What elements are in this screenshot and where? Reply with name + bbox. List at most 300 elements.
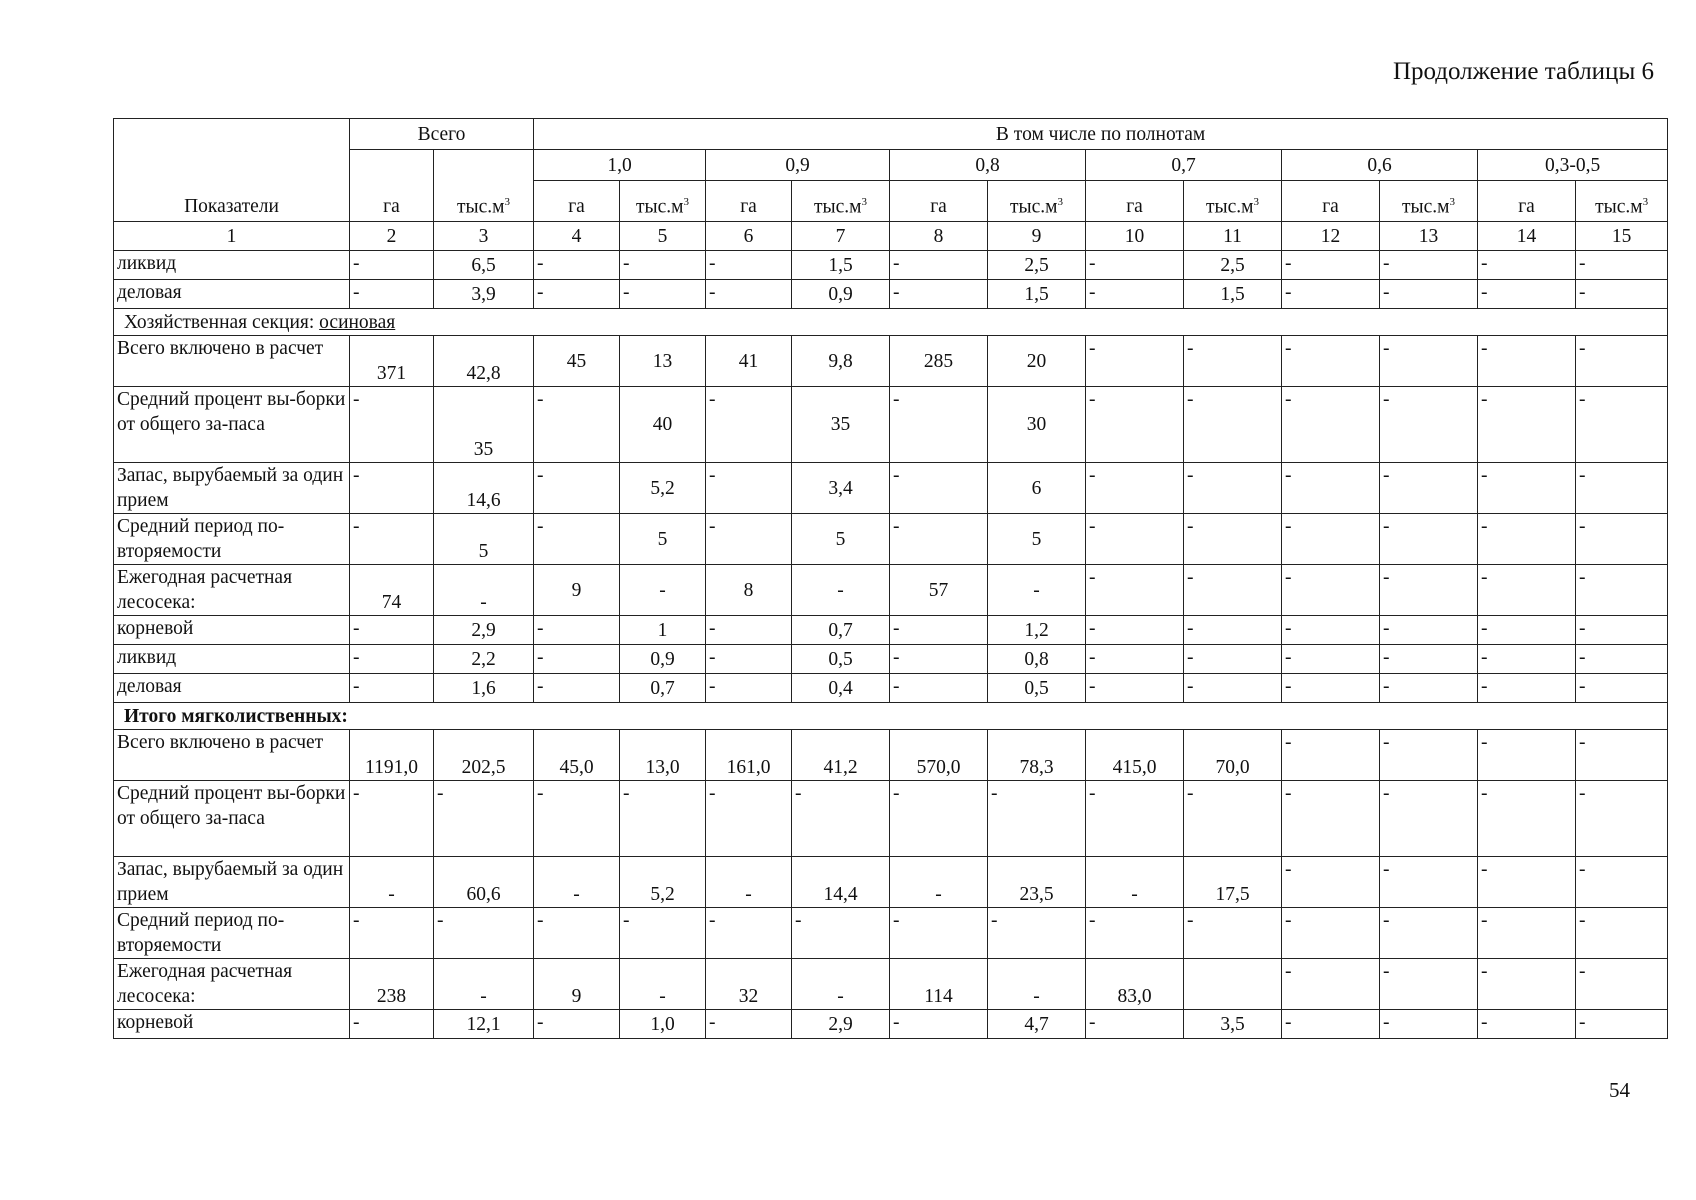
table-row	[114, 781, 1668, 857]
column-number: 13	[1380, 222, 1478, 251]
table-cell: -	[1478, 514, 1576, 565]
column-number: 4	[534, 222, 620, 251]
row-label: деловая	[114, 674, 350, 703]
table-cell: -	[792, 959, 890, 1010]
row-label: Запас, вырубаемый за один прием	[114, 857, 350, 908]
table-cell: -	[1576, 674, 1668, 703]
table-cell: 35	[434, 387, 534, 463]
table-cell: 1,5	[792, 251, 890, 280]
table-cell: -	[1478, 730, 1576, 781]
column-number: 14	[1478, 222, 1576, 251]
table-cell: 14,4	[792, 857, 890, 908]
table-cell: -	[434, 959, 534, 1010]
column-number: 12	[1282, 222, 1380, 251]
row-label: деловая	[114, 280, 350, 309]
table-cell: -	[1086, 565, 1184, 616]
table-cell: -	[1282, 781, 1380, 857]
table-cell: -	[706, 908, 792, 959]
table-cell: 41,2	[792, 730, 890, 781]
table-cell: -	[1380, 1010, 1478, 1039]
section-row	[114, 309, 1668, 336]
column-number: 9	[988, 222, 1086, 251]
unit-ha-header: га	[534, 181, 620, 222]
table-cell: -	[1380, 645, 1478, 674]
table-row	[114, 336, 1668, 387]
table-cell: -	[1282, 674, 1380, 703]
table-cell: -	[1478, 336, 1576, 387]
table-row	[114, 959, 1668, 1010]
table-cell: -	[1184, 616, 1282, 645]
unit-ha-header: га	[1282, 181, 1380, 222]
table-cell: 1,0	[620, 1010, 706, 1039]
table-cell: 14,6	[434, 463, 534, 514]
table-cell: 0,7	[792, 616, 890, 645]
table-cell: -	[890, 781, 988, 857]
row-label: корневой	[114, 616, 350, 645]
table-cell: 45,0	[534, 730, 620, 781]
table-row	[114, 857, 1668, 908]
table-cell: -	[1576, 336, 1668, 387]
table-cell: -	[1086, 616, 1184, 645]
table-cell: -	[706, 387, 792, 463]
table-cell: 32	[706, 959, 792, 1010]
table-cell: -	[1086, 1010, 1184, 1039]
table-row	[114, 674, 1668, 703]
table-cell: -	[1380, 251, 1478, 280]
unit-vol-header: $тыс.м^3$	[1576, 181, 1668, 222]
table-caption: Продолжение таблицы 6	[1392, 58, 1654, 85]
table-cell: 0,9	[620, 645, 706, 674]
table-cell: 4,7	[988, 1010, 1086, 1039]
table-cell: 1,2	[988, 616, 1086, 645]
table-cell: 30	[988, 387, 1086, 463]
table-cell: 6,5	[434, 251, 534, 280]
table-cell: 202,5	[434, 730, 534, 781]
table-cell: 570,0	[890, 730, 988, 781]
table-cell: -	[706, 514, 792, 565]
table-cell: -	[350, 387, 434, 463]
total-vol-header: $тыс.м^3$	[434, 150, 534, 222]
table-cell: 114	[890, 959, 988, 1010]
table-cell: -	[1282, 730, 1380, 781]
table-cell: 3,9	[434, 280, 534, 309]
table-cell: -	[1380, 336, 1478, 387]
table-cell: 6	[988, 463, 1086, 514]
row-label: Ежегодная расчетная лесосека:	[114, 565, 350, 616]
density-header-6: 0,3-0,5	[1478, 150, 1668, 181]
table-cell: -	[706, 645, 792, 674]
table-cell: -	[350, 251, 434, 280]
table-cell: -	[1380, 514, 1478, 565]
data-table	[113, 118, 1668, 1039]
density-header-2: 0,9	[706, 150, 890, 181]
header-row-1	[114, 119, 1668, 150]
table-cell: -	[1380, 616, 1478, 645]
table-cell: 5	[988, 514, 1086, 565]
table-cell: -	[350, 674, 434, 703]
table-cell: -	[1282, 857, 1380, 908]
table-cell: -	[706, 857, 792, 908]
table-cell: 70,0	[1184, 730, 1282, 781]
row-label: ликвид	[114, 645, 350, 674]
unit-ha-header: га	[890, 181, 988, 222]
column-number: 6	[706, 222, 792, 251]
table-cell: 20	[988, 336, 1086, 387]
table-cell: -	[1478, 674, 1576, 703]
table-cell: 3,5	[1184, 1010, 1282, 1039]
table-cell: 2,5	[988, 251, 1086, 280]
table-cell: -	[890, 463, 988, 514]
column-number: 7	[792, 222, 890, 251]
table-cell: 1,6	[434, 674, 534, 703]
unit-vol-header: $тыс.м^3$	[1184, 181, 1282, 222]
table-cell: 41	[706, 336, 792, 387]
table-cell: 13	[620, 336, 706, 387]
table-cell: -	[620, 781, 706, 857]
table-cell: -	[706, 616, 792, 645]
table-cell: 8	[706, 565, 792, 616]
table-cell: 78,3	[988, 730, 1086, 781]
table-cell: 0,4	[792, 674, 890, 703]
table-cell: 42,8	[434, 336, 534, 387]
table-cell: -	[706, 781, 792, 857]
table-cell: -	[534, 857, 620, 908]
table-cell: 45	[534, 336, 620, 387]
table-cell: -	[1282, 1010, 1380, 1039]
table-cell: 1,5	[988, 280, 1086, 309]
table-cell: -	[1184, 781, 1282, 857]
table-cell: -	[1576, 908, 1668, 959]
column-number-row	[114, 222, 1668, 251]
table-cell: -	[1086, 387, 1184, 463]
table-cell: -	[1576, 463, 1668, 514]
table-cell: 0,5	[988, 674, 1086, 703]
table-cell: -	[1576, 781, 1668, 857]
table-cell: 1,5	[1184, 280, 1282, 309]
table-cell: -	[988, 781, 1086, 857]
table-row	[114, 616, 1668, 645]
table-cell: -	[1576, 645, 1668, 674]
table-cell: -	[792, 565, 890, 616]
table-row	[114, 514, 1668, 565]
table-cell: -	[534, 463, 620, 514]
table-cell: -	[1576, 1010, 1668, 1039]
unit-vol-header: $тыс.м^3$	[1380, 181, 1478, 222]
table-cell: 2,9	[792, 1010, 890, 1039]
table-cell: -	[1086, 857, 1184, 908]
section-title: Итого мягколиственных:	[114, 703, 1668, 730]
column-number: 11	[1184, 222, 1282, 251]
table-cell: -	[1576, 280, 1668, 309]
table-cell: -	[1576, 616, 1668, 645]
table-row	[114, 280, 1668, 309]
table-cell: -	[350, 908, 434, 959]
table-cell: -	[534, 1010, 620, 1039]
table-cell: 57	[890, 565, 988, 616]
table-cell: -	[1576, 387, 1668, 463]
density-header-3: 0,8	[890, 150, 1086, 181]
column-number: 5	[620, 222, 706, 251]
table-cell: -	[534, 645, 620, 674]
table-cell: -	[1086, 645, 1184, 674]
table-cell: -	[534, 781, 620, 857]
table-cell: 35	[792, 387, 890, 463]
column-number: 1	[114, 222, 350, 251]
table-cell: -	[1380, 730, 1478, 781]
table-cell: -	[350, 280, 434, 309]
table-cell: -	[1380, 463, 1478, 514]
table-cell: -	[620, 908, 706, 959]
table-cell: 285	[890, 336, 988, 387]
table-cell: 13,0	[620, 730, 706, 781]
table-cell: -	[706, 463, 792, 514]
table-cell: -	[706, 251, 792, 280]
row-label: Средний процент вы-борки от общего за-паса	[114, 387, 350, 463]
table-cell: -	[1478, 857, 1576, 908]
table-cell: 83,0	[1086, 959, 1184, 1010]
table-cell: -	[1086, 674, 1184, 703]
table-cell: -	[1086, 781, 1184, 857]
table-cell: -	[1478, 781, 1576, 857]
table-cell: -	[1282, 463, 1380, 514]
table-cell: 9,8	[792, 336, 890, 387]
density-header-5: 0,6	[1282, 150, 1478, 181]
table-cell: -	[620, 280, 706, 309]
total-ha-header: га	[350, 150, 434, 222]
table-cell: 2,9	[434, 616, 534, 645]
table-cell: -	[1282, 616, 1380, 645]
table-row	[114, 908, 1668, 959]
table-cell: 238	[350, 959, 434, 1010]
table-cell: -	[620, 251, 706, 280]
table-cell: 5	[434, 514, 534, 565]
indicators-header: Показатели	[114, 119, 350, 222]
table-cell: -	[890, 908, 988, 959]
page-number: 54	[1609, 1078, 1630, 1102]
table-cell: -	[434, 781, 534, 857]
table-cell: -	[890, 674, 988, 703]
column-number: 8	[890, 222, 988, 251]
table-cell: -	[1478, 1010, 1576, 1039]
table-cell: -	[706, 280, 792, 309]
row-label: корневой	[114, 1010, 350, 1039]
table-row	[114, 645, 1668, 674]
table-cell: -	[1478, 908, 1576, 959]
table-row	[114, 463, 1668, 514]
table-cell: -	[434, 565, 534, 616]
column-number: 15	[1576, 222, 1668, 251]
table-cell: -	[1380, 280, 1478, 309]
table-cell: -	[890, 857, 988, 908]
table-cell: -	[1380, 959, 1478, 1010]
table-cell: -	[350, 645, 434, 674]
table-cell: -	[1282, 959, 1380, 1010]
table-cell: -	[1282, 387, 1380, 463]
table-cell: 12,1	[434, 1010, 534, 1039]
row-label: Средний период по-вторяемости	[114, 908, 350, 959]
table-cell: 9	[534, 565, 620, 616]
table-cell: -	[1086, 463, 1184, 514]
table-cell: -	[890, 280, 988, 309]
row-label: Средний процент вы-борки от общего за-паса	[114, 781, 350, 857]
table-cell: -	[1478, 387, 1576, 463]
table-cell: -	[1184, 674, 1282, 703]
unit-ha-header: га	[1478, 181, 1576, 222]
table-cell: -	[1380, 674, 1478, 703]
row-label: Средний период по-вторяемости	[114, 514, 350, 565]
table-cell: -	[1478, 463, 1576, 514]
unit-vol-header: $тыс.м^3$	[988, 181, 1086, 222]
table-cell: -	[890, 1010, 988, 1039]
table-cell: -	[1184, 514, 1282, 565]
table-cell: 5,2	[620, 463, 706, 514]
table-cell: -	[1576, 959, 1668, 1010]
table-cell: 2,5	[1184, 251, 1282, 280]
table-cell: 1	[620, 616, 706, 645]
table-cell: 23,5	[988, 857, 1086, 908]
table-cell: -	[890, 616, 988, 645]
table-row	[114, 730, 1668, 781]
table-cell: -	[1282, 280, 1380, 309]
table-cell: 3,4	[792, 463, 890, 514]
table-cell: -	[1478, 959, 1576, 1010]
section-title: Хозяйственная секция: осиновая	[114, 309, 1668, 336]
table-cell: -	[534, 251, 620, 280]
table-cell: -	[1576, 857, 1668, 908]
table-cell: -	[1282, 645, 1380, 674]
table-cell: -	[1184, 908, 1282, 959]
table-cell: -	[1184, 645, 1282, 674]
table-cell: 0,9	[792, 280, 890, 309]
table-cell: -	[706, 1010, 792, 1039]
table-cell: -	[1380, 565, 1478, 616]
table-cell: -	[1184, 463, 1282, 514]
row-label: Ежегодная расчетная лесосека:	[114, 959, 350, 1010]
table-cell: 5	[792, 514, 890, 565]
table-cell: -	[1282, 336, 1380, 387]
table-cell: 60,6	[434, 857, 534, 908]
table-cell: -	[1380, 781, 1478, 857]
table-cell: -	[534, 674, 620, 703]
table-cell	[1184, 959, 1282, 1010]
table-cell: 0,8	[988, 645, 1086, 674]
unit-vol-header: $тыс.м^3$	[792, 181, 890, 222]
unit-vol-header: $тыс.м^3$	[620, 181, 706, 222]
section-row	[114, 703, 1668, 730]
unit-ha-header: га	[1086, 181, 1184, 222]
table-cell: -	[1576, 251, 1668, 280]
table-cell: -	[350, 781, 434, 857]
table-cell: -	[1184, 565, 1282, 616]
table-cell: -	[890, 645, 988, 674]
table-cell: -	[1478, 645, 1576, 674]
table-cell: -	[620, 565, 706, 616]
table-cell: -	[988, 565, 1086, 616]
table-cell: 415,0	[1086, 730, 1184, 781]
table-cell: -	[534, 616, 620, 645]
table-row	[114, 387, 1668, 463]
table-cell: 0,7	[620, 674, 706, 703]
table-cell: -	[1282, 251, 1380, 280]
table-cell: -	[1380, 908, 1478, 959]
column-number: 2	[350, 222, 434, 251]
table-cell: -	[350, 514, 434, 565]
table-cell: -	[1380, 387, 1478, 463]
row-label: Всего включено в расчет	[114, 336, 350, 387]
table-cell: -	[706, 674, 792, 703]
density-header-1: 1,0	[534, 150, 706, 181]
including-header: В том числе по полнотам	[534, 119, 1668, 150]
table-cell: -	[1086, 251, 1184, 280]
table-cell: -	[1380, 857, 1478, 908]
column-number: 10	[1086, 222, 1184, 251]
table-cell: 74	[350, 565, 434, 616]
row-label: ликвид	[114, 251, 350, 280]
table-cell: 9	[534, 959, 620, 1010]
table-cell: -	[1086, 280, 1184, 309]
table-cell: -	[988, 908, 1086, 959]
table-cell: -	[1086, 336, 1184, 387]
table-cell: -	[1478, 565, 1576, 616]
table-cell: -	[890, 514, 988, 565]
table-cell: 371	[350, 336, 434, 387]
table-row	[114, 565, 1668, 616]
table-cell: 2,2	[434, 645, 534, 674]
table-cell: -	[534, 387, 620, 463]
table-cell: -	[988, 959, 1086, 1010]
table-row	[114, 1010, 1668, 1039]
table-cell: -	[1282, 908, 1380, 959]
table-cell: -	[1576, 730, 1668, 781]
table-cell: -	[890, 251, 988, 280]
table-cell: 40	[620, 387, 706, 463]
table-cell: -	[1282, 514, 1380, 565]
table-cell: 17,5	[1184, 857, 1282, 908]
table-cell: -	[1086, 908, 1184, 959]
unit-ha-header: га	[706, 181, 792, 222]
table-cell: -	[350, 616, 434, 645]
table-cell: -	[620, 959, 706, 1010]
table-cell: -	[1478, 280, 1576, 309]
table-cell: 161,0	[706, 730, 792, 781]
table-cell: -	[1184, 387, 1282, 463]
table-cell: -	[792, 781, 890, 857]
table-cell: 5	[620, 514, 706, 565]
table-cell: -	[1478, 616, 1576, 645]
table-cell: -	[534, 514, 620, 565]
table-cell: -	[434, 908, 534, 959]
column-number: 3	[434, 222, 534, 251]
row-label: Запас, вырубаемый за один прием	[114, 463, 350, 514]
table-cell: -	[792, 908, 890, 959]
table-cell: -	[350, 857, 434, 908]
total-header: Всего	[350, 119, 534, 150]
table-cell: 0,5	[792, 645, 890, 674]
table-cell: -	[890, 387, 988, 463]
table-cell: -	[534, 908, 620, 959]
table-cell: -	[1184, 336, 1282, 387]
table-cell: -	[350, 463, 434, 514]
row-label: Всего включено в расчет	[114, 730, 350, 781]
table-cell: -	[1086, 514, 1184, 565]
table-row	[114, 251, 1668, 280]
density-header-4: 0,7	[1086, 150, 1282, 181]
table-cell: -	[534, 280, 620, 309]
table-cell: -	[1478, 251, 1576, 280]
table-cell: 5,2	[620, 857, 706, 908]
table-cell: -	[1576, 514, 1668, 565]
table-cell: -	[1576, 565, 1668, 616]
